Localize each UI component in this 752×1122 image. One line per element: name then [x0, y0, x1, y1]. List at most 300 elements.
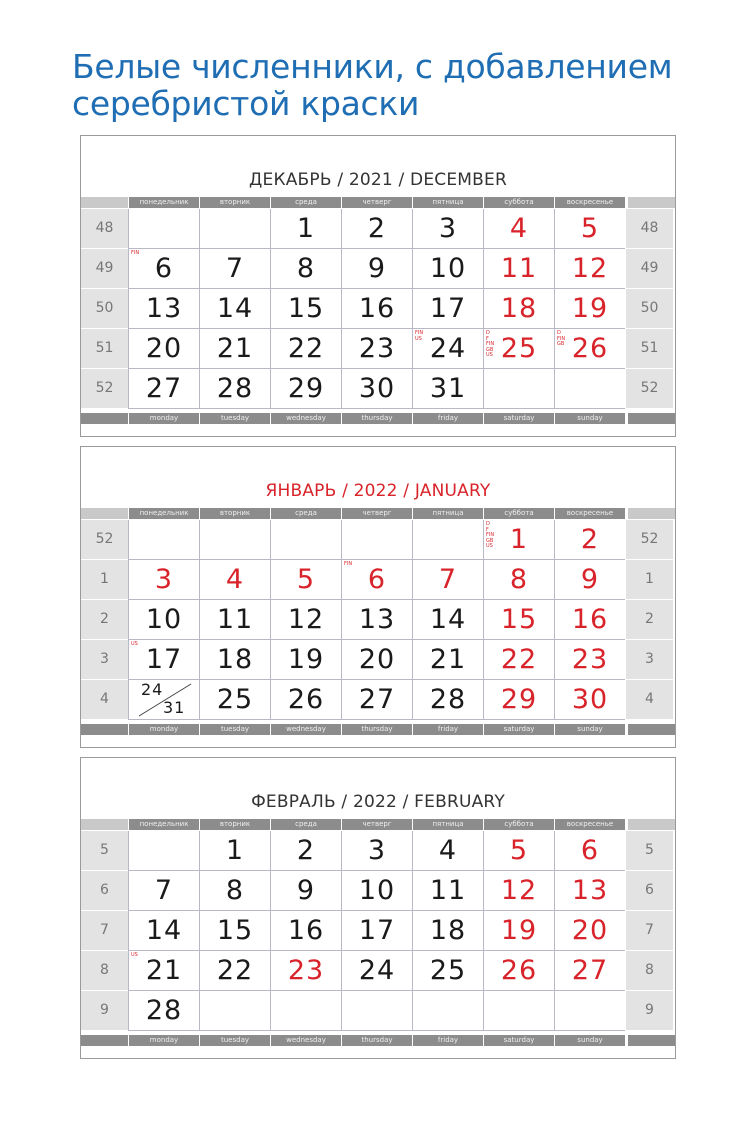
day-number: 21	[216, 333, 254, 364]
weekday-label-en: wednesday	[271, 413, 341, 424]
weekday-label-en: thursday	[342, 413, 412, 424]
day-number: 21	[429, 644, 467, 675]
weekday-label-en: friday	[413, 1035, 483, 1046]
day-number: 22	[500, 644, 538, 675]
day-cell	[554, 560, 625, 600]
day-number: 29	[500, 684, 538, 715]
day-cell	[199, 871, 270, 911]
day-cell	[341, 680, 412, 720]
day-cell	[341, 289, 412, 329]
day-cell	[412, 520, 483, 560]
day-number: 20	[358, 644, 396, 675]
day-cell	[412, 289, 483, 329]
day-cell	[199, 209, 270, 249]
week-number-right: 52	[626, 520, 673, 560]
weekday-footer-en	[129, 413, 625, 424]
day-cell	[554, 600, 625, 640]
day-number: 14	[216, 293, 254, 324]
weekday-label-ru: суббота	[484, 819, 554, 830]
day-number: 12	[500, 875, 538, 906]
day-cell	[554, 329, 625, 369]
weekday-label-ru: среда	[271, 819, 341, 830]
day-cell	[412, 369, 483, 409]
holiday-country-tag: D F FIN GB US	[486, 521, 495, 549]
day-cell	[412, 249, 483, 289]
day-grid	[81, 831, 675, 1031]
day-cell	[412, 991, 483, 1031]
weekday-label-ru: понедельник	[129, 197, 199, 208]
weekday-band-edge	[81, 413, 128, 424]
weekday-label-ru: вторник	[200, 197, 270, 208]
week-row	[81, 951, 675, 991]
day-number: 3	[367, 835, 387, 866]
weekday-band-edge	[628, 819, 675, 830]
weekday-label-en: friday	[413, 413, 483, 424]
holiday-country-tag: FIN	[131, 250, 140, 256]
weekday-label-en: thursday	[342, 724, 412, 735]
day-number: 23	[571, 644, 609, 675]
page-title	[72, 48, 732, 122]
day-cell	[270, 289, 341, 329]
day-number: 19	[571, 293, 609, 324]
week-number-right: 51	[626, 329, 673, 369]
day-number: 30	[571, 684, 609, 715]
day-number: 1	[296, 213, 316, 244]
day-number: 22	[216, 955, 254, 986]
week-row	[81, 911, 675, 951]
day-number: 27	[358, 684, 396, 715]
split-day	[129, 680, 199, 719]
day-cell	[341, 560, 412, 600]
day-cell	[270, 520, 341, 560]
weekday-band-edge	[628, 197, 675, 208]
day-number: 11	[429, 875, 467, 906]
day-cell	[483, 209, 554, 249]
weekday-label-ru: среда	[271, 197, 341, 208]
day-cell	[199, 680, 270, 720]
weekday-band-edge	[81, 197, 128, 208]
week-row	[81, 831, 675, 871]
weekday-label-ru: суббота	[484, 197, 554, 208]
day-number: 31	[429, 373, 467, 404]
day-cell	[270, 951, 341, 991]
weekday-label-en: thursday	[342, 1035, 412, 1046]
weekday-label-en: monday	[129, 413, 199, 424]
week-row	[81, 289, 675, 329]
day-number: 16	[571, 604, 609, 635]
day-number: 19	[500, 915, 538, 946]
day-number: 28	[216, 373, 254, 404]
day-number: 27	[571, 955, 609, 986]
day-cell	[128, 369, 199, 409]
weekday-label-ru: воскресенье	[555, 197, 625, 208]
holiday-country-tag: FIN	[344, 561, 353, 567]
weekday-band-edge	[628, 413, 675, 424]
day-number: 24	[429, 333, 467, 364]
day-cell	[554, 249, 625, 289]
day-number: 2	[296, 835, 316, 866]
weekday-label-en: tuesday	[200, 1035, 270, 1046]
week-number-right: 8	[626, 951, 673, 991]
day-cell	[199, 951, 270, 991]
day-number: 8	[296, 253, 316, 284]
day-cell	[483, 369, 554, 409]
week-number-right: 6	[626, 871, 673, 911]
day-cell	[341, 911, 412, 951]
day-number: 7	[154, 875, 174, 906]
day-number: 11	[216, 604, 254, 635]
split-day-first: 24	[141, 680, 164, 699]
weekday-label-en: sunday	[555, 724, 625, 735]
weekday-footer-en	[129, 724, 625, 735]
day-cell	[483, 991, 554, 1031]
weekday-header-ru	[129, 508, 625, 519]
day-number: 12	[287, 604, 325, 635]
day-cell	[128, 329, 199, 369]
day-cell	[483, 560, 554, 600]
day-number: 18	[429, 915, 467, 946]
day-cell	[412, 831, 483, 871]
day-cell	[554, 871, 625, 911]
week-number-left: 51	[81, 329, 128, 369]
weekday-label-ru: четверг	[342, 197, 412, 208]
day-cell	[199, 249, 270, 289]
week-number-left: 7	[81, 911, 128, 951]
weekday-footer-en	[129, 1035, 625, 1046]
day-cell	[128, 991, 199, 1031]
day-cell	[270, 991, 341, 1031]
week-row	[81, 640, 675, 680]
day-number: 2	[580, 524, 600, 555]
day-number: 12	[571, 253, 609, 284]
day-number: 5	[580, 213, 600, 244]
day-number: 16	[358, 293, 396, 324]
month-title: ДЕКАБРЬ / 2021 / DECEMBER	[249, 170, 507, 190]
day-cell	[270, 249, 341, 289]
day-cell	[128, 871, 199, 911]
day-number: 6	[154, 253, 174, 284]
weekday-label-en: tuesday	[200, 724, 270, 735]
day-cell	[199, 289, 270, 329]
month-block	[80, 135, 676, 437]
holiday-country-tag: FIN US	[415, 330, 424, 342]
day-number: 20	[571, 915, 609, 946]
day-cell	[341, 209, 412, 249]
weekday-band-edge	[628, 1035, 675, 1046]
weekday-label-en: saturday	[484, 1035, 554, 1046]
week-row	[81, 600, 675, 640]
day-number: 5	[296, 564, 316, 595]
day-cell	[412, 911, 483, 951]
weekday-label-ru: суббота	[484, 508, 554, 519]
day-cell	[199, 600, 270, 640]
day-number: 1	[509, 524, 529, 555]
day-number: 25	[216, 684, 254, 715]
day-cell	[483, 680, 554, 720]
day-cell	[554, 680, 625, 720]
day-number: 26	[571, 333, 609, 364]
month-title: ФЕВРАЛЬ / 2022 / FEBRUARY	[251, 792, 505, 812]
day-number: 23	[287, 955, 325, 986]
day-cell	[483, 951, 554, 991]
day-cell	[199, 560, 270, 600]
day-cell	[128, 209, 199, 249]
day-cell	[199, 911, 270, 951]
day-number: 26	[500, 955, 538, 986]
week-number-right: 2	[626, 600, 673, 640]
week-number-right: 3	[626, 640, 673, 680]
day-cell	[270, 680, 341, 720]
weekday-label-ru: четверг	[342, 819, 412, 830]
split-day-second: 31	[163, 698, 186, 717]
day-cell	[483, 249, 554, 289]
day-cell	[554, 640, 625, 680]
day-cell	[483, 289, 554, 329]
day-cell	[412, 640, 483, 680]
weekday-label-en: saturday	[484, 413, 554, 424]
week-number-right: 9	[626, 991, 673, 1031]
week-row	[81, 369, 675, 409]
day-number: 5	[509, 835, 529, 866]
week-row	[81, 871, 675, 911]
weekday-label-ru: понедельник	[129, 508, 199, 519]
day-cell	[554, 831, 625, 871]
day-cell	[128, 249, 199, 289]
week-number-right: 50	[626, 289, 673, 329]
day-number: 11	[500, 253, 538, 284]
day-cell	[270, 831, 341, 871]
day-number: 4	[225, 564, 245, 595]
day-number: 28	[429, 684, 467, 715]
day-number: 9	[580, 564, 600, 595]
day-cell	[483, 520, 554, 560]
week-number-left: 5	[81, 831, 128, 871]
weekday-label-ru: пятница	[413, 508, 483, 519]
day-cell	[412, 560, 483, 600]
day-number: 2	[367, 213, 387, 244]
day-number: 15	[500, 604, 538, 635]
day-cell	[341, 991, 412, 1031]
day-number: 9	[296, 875, 316, 906]
day-cell	[270, 369, 341, 409]
page-title-line-2: серебристой краски	[72, 84, 420, 123]
day-cell	[554, 209, 625, 249]
holiday-country-tag: US	[131, 952, 138, 958]
weekday-band-edge	[81, 724, 128, 735]
weekday-label-ru: вторник	[200, 819, 270, 830]
day-number: 24	[358, 955, 396, 986]
day-cell	[270, 911, 341, 951]
weekday-label-en: wednesday	[271, 1035, 341, 1046]
holiday-country-tag: US	[131, 641, 138, 647]
day-grid	[81, 209, 675, 409]
weekday-label-en: sunday	[555, 1035, 625, 1046]
day-cell	[270, 329, 341, 369]
day-cell	[412, 871, 483, 911]
day-number: 29	[287, 373, 325, 404]
holiday-country-tag: D F FIN GB US	[486, 330, 495, 358]
day-cell	[270, 871, 341, 911]
week-number-left: 2	[81, 600, 128, 640]
week-number-right: 5	[626, 831, 673, 871]
weekday-label-en: friday	[413, 724, 483, 735]
holiday-country-tag: D FIN GB	[557, 330, 566, 347]
week-row	[81, 991, 675, 1031]
day-cell	[412, 600, 483, 640]
weekday-label-ru: пятница	[413, 197, 483, 208]
day-number: 1	[225, 835, 245, 866]
day-number: 27	[145, 373, 183, 404]
week-row	[81, 249, 675, 289]
weekday-label-ru: четверг	[342, 508, 412, 519]
week-number-right: 1	[626, 560, 673, 600]
day-number: 17	[145, 644, 183, 675]
weekday-band-edge	[81, 819, 128, 830]
day-cell	[199, 991, 270, 1031]
weekday-header-ru	[129, 819, 625, 830]
day-cell	[128, 911, 199, 951]
day-cell	[412, 209, 483, 249]
day-number: 13	[571, 875, 609, 906]
weekday-label-en: monday	[129, 724, 199, 735]
day-cell	[341, 369, 412, 409]
weekday-label-ru: воскресенье	[555, 508, 625, 519]
day-cell	[412, 680, 483, 720]
day-number: 7	[438, 564, 458, 595]
weekday-band-edge	[628, 508, 675, 519]
weekday-label-en: saturday	[484, 724, 554, 735]
day-number: 15	[216, 915, 254, 946]
day-number: 13	[145, 293, 183, 324]
weekday-label-en: sunday	[555, 413, 625, 424]
day-number: 10	[145, 604, 183, 635]
week-number-left: 8	[81, 951, 128, 991]
week-row	[81, 560, 675, 600]
day-cell	[199, 329, 270, 369]
day-number: 25	[500, 333, 538, 364]
day-cell	[199, 520, 270, 560]
day-number: 14	[429, 604, 467, 635]
week-number-left: 50	[81, 289, 128, 329]
day-number: 3	[438, 213, 458, 244]
weekday-label-ru: среда	[271, 508, 341, 519]
day-cell	[128, 680, 199, 720]
day-number: 4	[438, 835, 458, 866]
day-cell	[199, 640, 270, 680]
day-number: 21	[145, 955, 183, 986]
day-cell	[128, 289, 199, 329]
day-number: 30	[358, 373, 396, 404]
month-block	[80, 757, 676, 1059]
day-number: 8	[509, 564, 529, 595]
day-number: 17	[429, 293, 467, 324]
day-number: 10	[358, 875, 396, 906]
day-number: 18	[500, 293, 538, 324]
day-number: 18	[216, 644, 254, 675]
day-number: 17	[358, 915, 396, 946]
week-row	[81, 329, 675, 369]
day-cell	[483, 831, 554, 871]
day-cell	[199, 831, 270, 871]
weekday-header-ru	[129, 197, 625, 208]
week-row	[81, 209, 675, 249]
day-cell	[341, 520, 412, 560]
day-number: 28	[145, 995, 183, 1026]
day-number: 26	[287, 684, 325, 715]
week-row	[81, 680, 675, 720]
day-number: 23	[358, 333, 396, 364]
week-number-right: 7	[626, 911, 673, 951]
day-cell	[483, 600, 554, 640]
weekday-label-ru: пятница	[413, 819, 483, 830]
day-number: 25	[429, 955, 467, 986]
week-number-left: 48	[81, 209, 128, 249]
month-title: ЯНВАРЬ / 2022 / JANUARY	[265, 481, 491, 501]
page-title-line-1: Белые численники, с добавлением	[72, 47, 673, 86]
day-cell	[554, 289, 625, 329]
day-cell	[128, 520, 199, 560]
weekday-label-ru: понедельник	[129, 819, 199, 830]
month-block	[80, 446, 676, 748]
week-number-left: 9	[81, 991, 128, 1031]
day-grid	[81, 520, 675, 720]
day-cell	[199, 369, 270, 409]
day-cell	[412, 951, 483, 991]
weekday-label-en: monday	[129, 1035, 199, 1046]
day-cell	[483, 329, 554, 369]
day-number: 20	[145, 333, 183, 364]
day-number: 3	[154, 564, 174, 595]
day-cell	[270, 600, 341, 640]
weekday-label-ru: воскресенье	[555, 819, 625, 830]
day-number: 14	[145, 915, 183, 946]
week-number-left: 52	[81, 369, 128, 409]
week-number-right: 4	[626, 680, 673, 720]
day-cell	[554, 369, 625, 409]
day-cell	[128, 640, 199, 680]
weekday-band-edge	[81, 1035, 128, 1046]
day-cell	[341, 640, 412, 680]
day-number: 7	[225, 253, 245, 284]
day-number: 9	[367, 253, 387, 284]
week-number-right: 52	[626, 369, 673, 409]
day-number: 6	[367, 564, 387, 595]
day-number: 15	[287, 293, 325, 324]
day-cell	[341, 951, 412, 991]
weekday-band-edge	[628, 724, 675, 735]
day-number: 22	[287, 333, 325, 364]
weekday-label-en: wednesday	[271, 724, 341, 735]
day-cell	[483, 871, 554, 911]
day-cell	[554, 911, 625, 951]
week-row	[81, 520, 675, 560]
day-cell	[341, 831, 412, 871]
day-number: 16	[287, 915, 325, 946]
day-cell	[554, 951, 625, 991]
day-cell	[483, 911, 554, 951]
day-cell	[341, 871, 412, 911]
day-number: 8	[225, 875, 245, 906]
day-number: 4	[509, 213, 529, 244]
day-cell	[270, 560, 341, 600]
day-cell	[483, 640, 554, 680]
weekday-label-en: tuesday	[200, 413, 270, 424]
week-number-left: 52	[81, 520, 128, 560]
day-number: 10	[429, 253, 467, 284]
day-number: 13	[358, 604, 396, 635]
week-number-right: 48	[626, 209, 673, 249]
week-number-left: 1	[81, 560, 128, 600]
